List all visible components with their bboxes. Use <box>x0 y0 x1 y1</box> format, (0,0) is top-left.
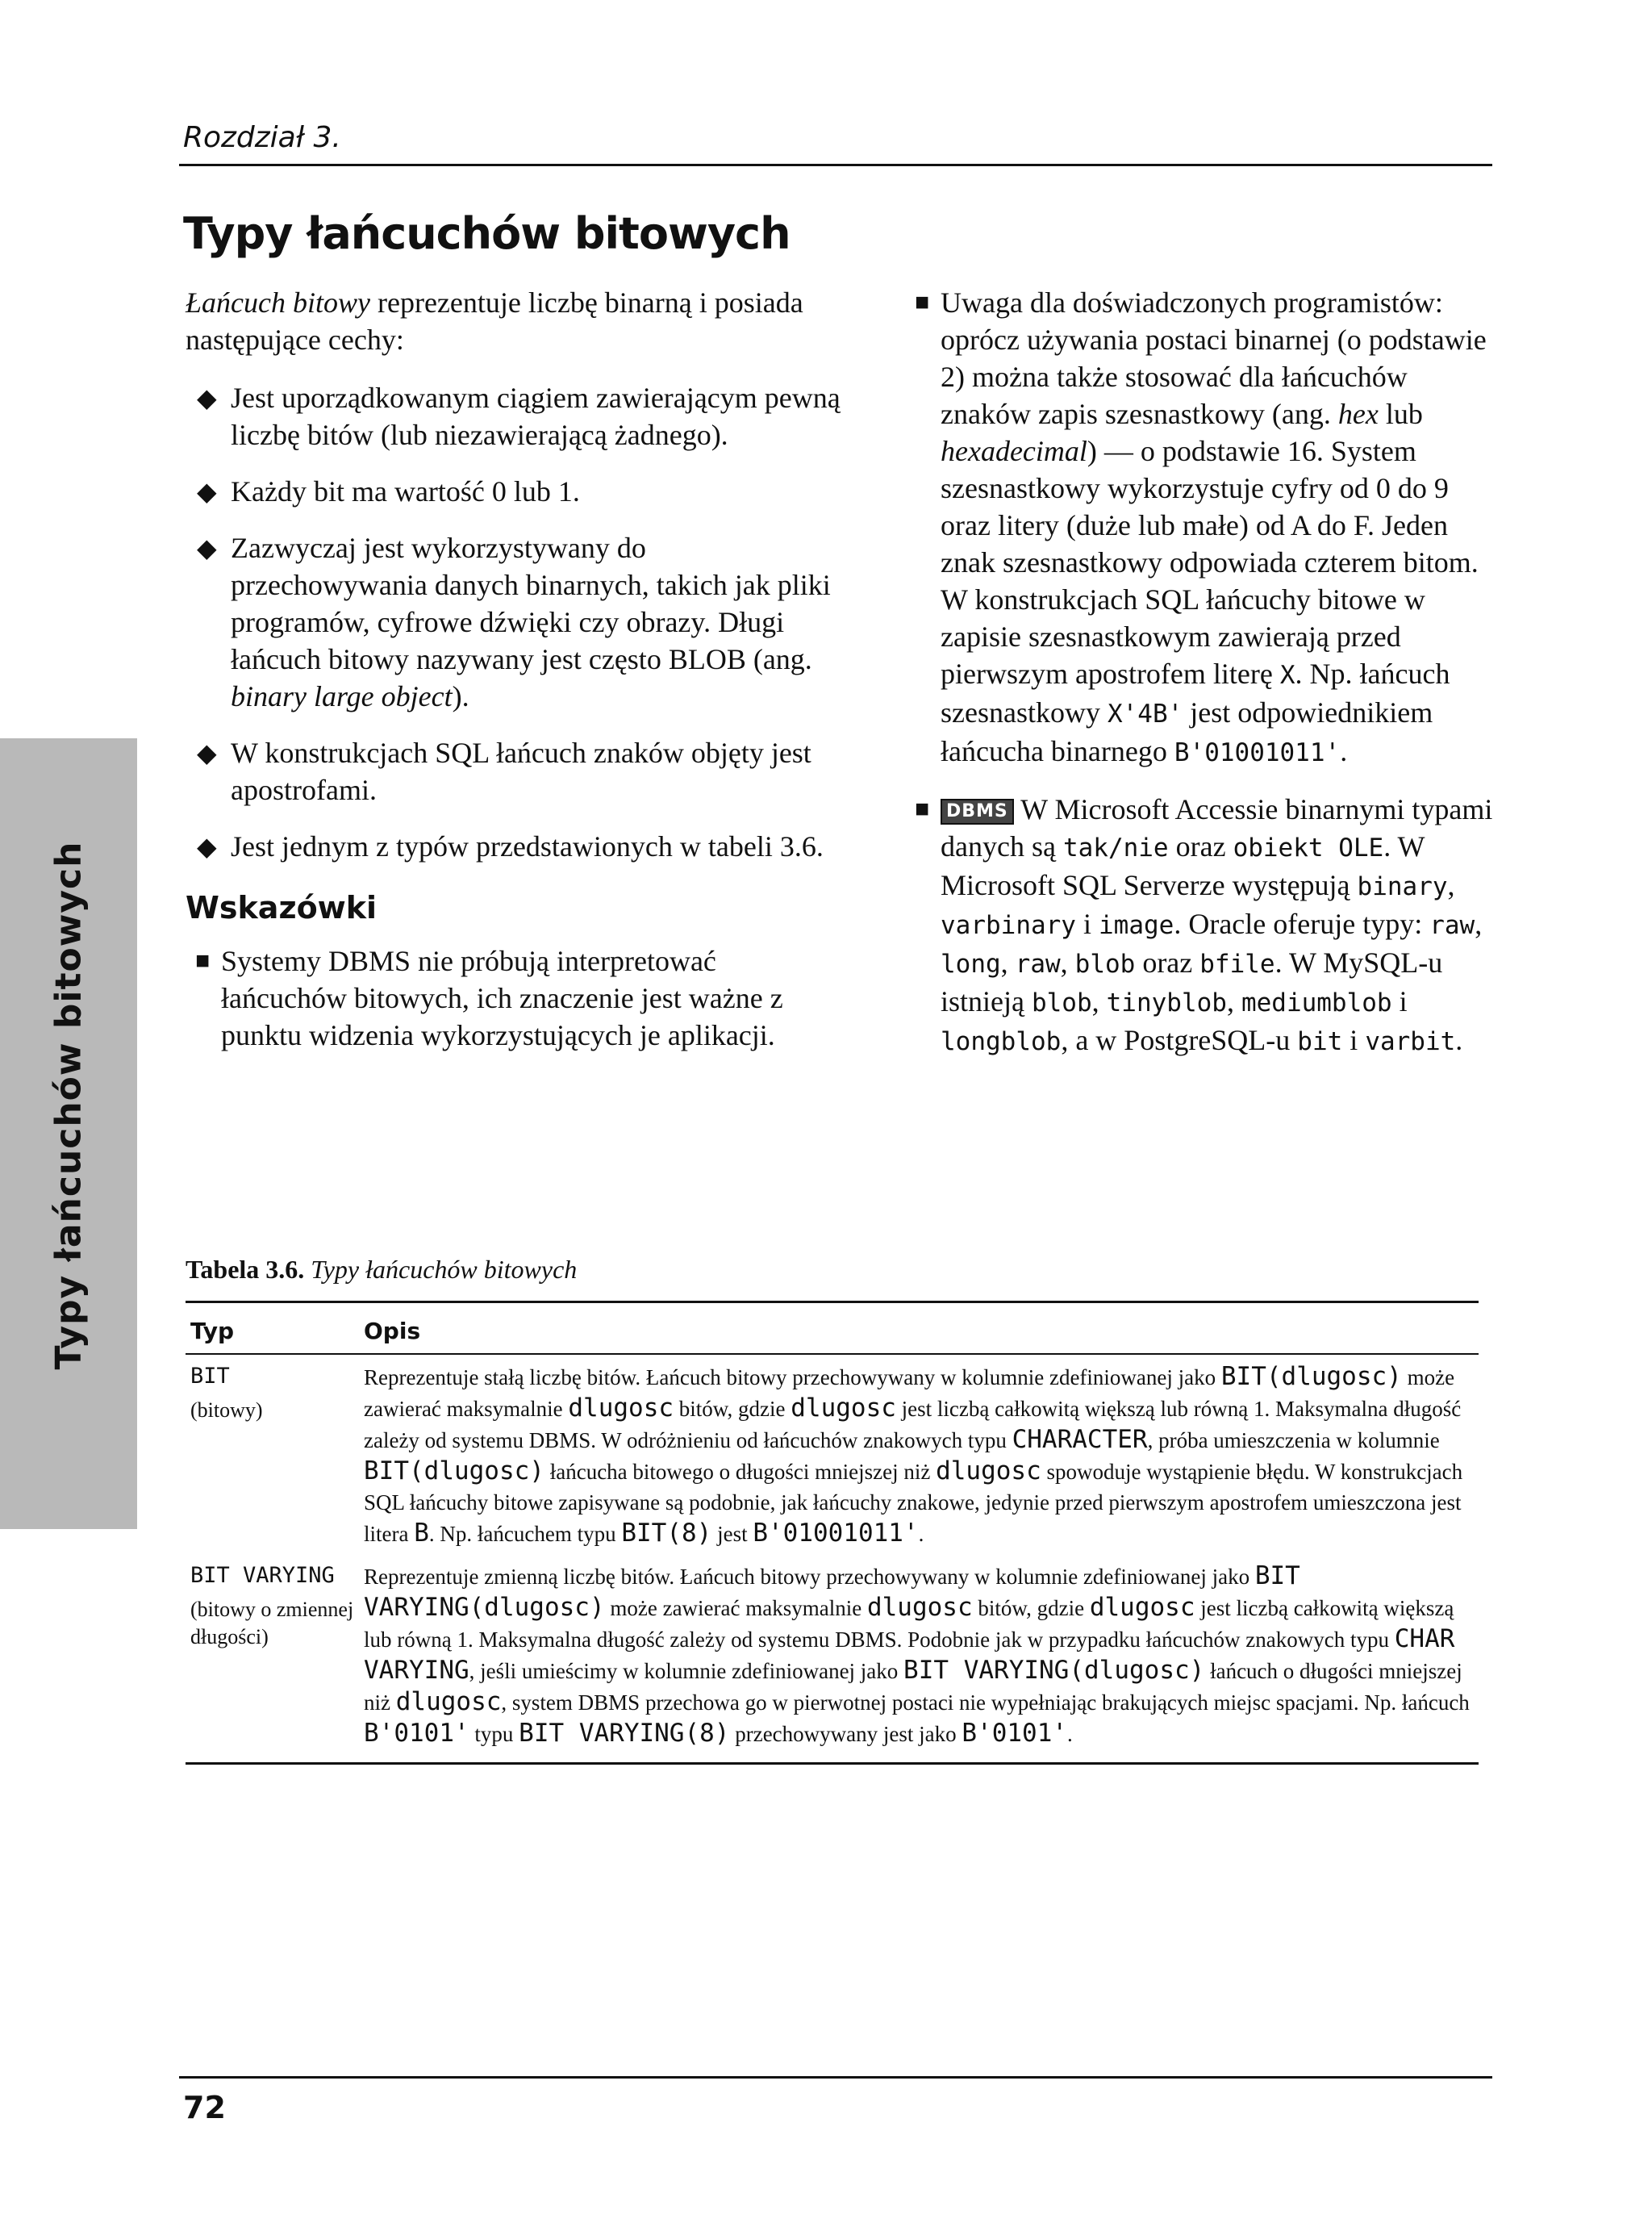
code-literal: long <box>941 950 1001 979</box>
code-literal: varbinary <box>941 911 1076 940</box>
code-literal: CHARACTER <box>1012 1425 1148 1454</box>
code-literal: tak/nie <box>1062 834 1169 863</box>
code-literal: bfile <box>1199 950 1275 979</box>
desc-text: Reprezentuje stałą liczbę bitów. Łańcuch bitowy przechowywany w kolumnie zdefiniowanej jako <box>364 1365 1221 1389</box>
description-cell <box>359 1354 1479 1554</box>
code-literal: dlugosc <box>395 1687 502 1716</box>
desc-text: jest liczbą całkowitą większą lub równą 1. Maksymalna długość zależy od systemu DBMS. W odróżnieniu od łańcuchów znakowych typu <box>364 1397 1462 1452</box>
table-caption-title: Typy łańcuchów bitowych <box>304 1255 578 1284</box>
code-literal: BIT VARYING(dlugosc) <box>364 1561 1300 1622</box>
tip-text: Uwaga dla doświadczonych programistów: oprócz używania postaci binarnej (o podstawie 2) można także stosować dla łańcuchów znaków zapis szesnastkowy (ang. <box>941 286 1487 430</box>
desc-text: może zawierać maksymalnie <box>364 1365 1455 1421</box>
tip-item <box>905 284 1502 771</box>
code-literal: dlugosc <box>568 1393 674 1423</box>
code-literal: B'01001011' <box>753 1519 919 1548</box>
code-literal: dlugosc <box>866 1593 973 1622</box>
code-literal: CHAR VARYING <box>364 1624 1455 1685</box>
code-literal: mediumblob <box>1241 988 1392 1017</box>
tip-text: oraz <box>1135 946 1200 979</box>
tips-heading: Wskazówki <box>186 890 378 925</box>
code-literal: B'0101' <box>962 1719 1068 1748</box>
tip-text: Systemy DBMS nie próbują interpretować łańcuchów bitowych, ich znaczenie jest ważne z punktu widzenia wykorzystujących je aplikacji. <box>221 945 783 1051</box>
tip-text: , <box>1447 869 1455 901</box>
code-literal: bit <box>1297 1027 1343 1056</box>
intro-paragraph <box>186 284 847 358</box>
tip-text: , <box>1226 985 1241 1017</box>
code-literal: blob <box>1074 950 1136 979</box>
code-literal: X <box>1279 661 1295 690</box>
right-column <box>905 284 1502 1080</box>
type-subtitle: (bitowy) <box>190 1398 263 1422</box>
code-literal: binary <box>1357 872 1448 901</box>
tip-text: , <box>1060 946 1075 979</box>
tip-text: , a w PostgreSQL-u <box>1061 1024 1298 1056</box>
diamond-bullet-icon: ◆ <box>197 477 217 506</box>
intro-text: reprezentuje liczbę binarną i posiada następujące cechy: <box>186 286 803 356</box>
desc-text: . <box>1067 1722 1073 1746</box>
table-row <box>186 1554 1479 1764</box>
desc-text: jest <box>711 1522 753 1546</box>
column-header-description: Opis <box>359 1302 1479 1355</box>
desc-text: . <box>918 1522 924 1546</box>
desc-text: , próba umieszczenia w kolumnie <box>1147 1428 1440 1452</box>
type-cell <box>186 1354 359 1554</box>
code-literal: BIT(dlugosc) <box>364 1456 544 1485</box>
tip-term: hex <box>1337 398 1379 430</box>
code-literal: dlugosc <box>1089 1593 1195 1622</box>
dbms-badge-icon: DBMS <box>941 799 1014 825</box>
type-subtitle: (bitowy o zmiennej długości) <box>190 1598 354 1648</box>
desc-text: bitów, gdzie <box>674 1397 791 1421</box>
diamond-bullet-icon: ◆ <box>197 383 217 412</box>
type-name: BIT <box>190 1364 230 1389</box>
bit-types-table <box>186 1301 1479 1765</box>
side-tab-label: Typy łańcuchów bitowych <box>48 841 90 1370</box>
desc-text: Reprezentuje zmienną liczbę bitów. Łańcuch bitowy przechowywany w kolumnie zdefiniowanej jako <box>364 1565 1255 1589</box>
square-bullet-icon: ■ <box>915 796 930 822</box>
list-item <box>186 529 847 715</box>
type-cell <box>186 1554 359 1764</box>
left-column <box>186 284 847 1073</box>
tip-text: lub <box>1378 398 1423 430</box>
desc-text: bitów, gdzie <box>972 1596 1090 1620</box>
code-literal: raw <box>1429 911 1475 940</box>
table-caption <box>186 1255 577 1285</box>
tip-item <box>905 791 1502 1060</box>
code-literal: dlugosc <box>936 1456 1041 1485</box>
table-caption-label: Tabela 3.6. <box>186 1255 305 1284</box>
code-literal: B'01001011' <box>1174 738 1341 767</box>
square-bullet-icon: ■ <box>195 947 211 974</box>
tip-text: . W Microsoft SQL Serverze występują <box>941 830 1425 901</box>
footer-rule <box>179 2076 1492 2079</box>
page-number: 72 <box>183 2090 226 2125</box>
tip-text: i <box>1075 908 1099 940</box>
desc-text: , jeśli umieścimy w kolumnie zdefiniowanej jako <box>469 1659 904 1683</box>
code-literal: blob <box>1031 988 1092 1017</box>
square-bullet-icon: ■ <box>915 289 930 315</box>
tips-list <box>186 942 847 1054</box>
table-header-row <box>186 1302 1479 1355</box>
tips-list-continued <box>905 284 1502 1060</box>
desc-text: jest liczbą całkowitą większą lub równą 1. Maksymalna długość zależy od systemu DBMS. Podobnie jak w przypadku łańcuchów znakowych typu <box>364 1596 1454 1652</box>
code-literal: obiekt OLE <box>1233 834 1384 863</box>
diamond-bullet-icon: ◆ <box>197 533 217 562</box>
tip-text: ) — o podstawie 16. System szesnastkowy wykorzystuje cyfry od 0 do 9 oraz litery (duże lub małe) od A do F. Jeden znak szesnastkowy odpowiada czterem bitom. W konstrukcjach SQL łańcuchy bitowe w zapisie szesnastkowym zawierają przed pierwszym apostrofem literę <box>941 435 1479 690</box>
code-literal: longblob <box>941 1027 1062 1056</box>
list-item <box>186 379 847 453</box>
column-header-type: Typ <box>186 1302 359 1355</box>
tip-text: W Microsoft Accessie binarnymi typami danych są <box>941 793 1493 863</box>
table-row <box>186 1354 1479 1554</box>
list-item <box>186 828 847 865</box>
desc-text: . Np. łańcuchem typu <box>428 1522 622 1546</box>
tip-term: hexadecimal <box>941 435 1087 467</box>
tip-text: , <box>1000 946 1016 979</box>
diamond-bullet-icon: ◆ <box>197 738 217 767</box>
desc-text: może zawierać maksymalnie <box>604 1596 867 1620</box>
intro-term: Łańcuch bitowy <box>186 286 370 319</box>
type-name: BIT VARYING <box>190 1563 335 1588</box>
desc-text: , system DBMS przechowa go w pierwotnej postaci nie wypełniając brakujących miejsc spacjami. Np. łańcuch <box>501 1690 1470 1715</box>
tip-text: oraz <box>1168 830 1233 863</box>
list-item-term: binary large object <box>231 680 453 712</box>
tip-text: , <box>1475 908 1483 940</box>
tip-text: . Np. łańcuch szesnastkowy <box>941 658 1450 729</box>
code-literal: B'0101' <box>364 1719 469 1748</box>
feature-list <box>186 379 847 865</box>
code-literal: BIT VARYING(8) <box>519 1719 730 1748</box>
page-title: Typy łańcuchów bitowych <box>183 208 791 259</box>
list-item-text: Jest uporządkowanym ciągiem zawierającym pewną liczbę bitów (lub niezawierającą żadnego). <box>231 382 841 451</box>
tip-text: . W MySQL-u istnieją <box>941 946 1443 1017</box>
header-rule <box>179 164 1492 166</box>
tip-text: jest odpowiednikiem łańcucha binarnego <box>941 696 1433 767</box>
tip-text: , <box>1091 985 1107 1017</box>
code-literal: dlugosc <box>791 1393 896 1423</box>
code-literal: image <box>1099 911 1174 940</box>
code-literal: B <box>414 1519 429 1548</box>
desc-text: typu <box>469 1722 519 1746</box>
code-literal: varbit <box>1365 1027 1456 1056</box>
desc-text: przechowywany jest jako <box>729 1722 962 1746</box>
list-item-text: Każdy bit ma wartość 0 lub 1. <box>231 475 580 508</box>
tip-text: . Oracle oferuje typy: <box>1174 908 1430 940</box>
code-literal: BIT(dlugosc) <box>1220 1362 1402 1391</box>
code-literal: BIT(8) <box>621 1519 712 1548</box>
running-header: Rozdział 3. <box>183 121 341 154</box>
description-cell <box>359 1554 1479 1764</box>
code-literal: BIT VARYING(dlugosc) <box>903 1656 1205 1685</box>
code-literal: tinyblob <box>1106 988 1227 1017</box>
desc-text: spowoduje wystąpienie błędu. W konstrukcjach SQL łańcuchy bitowe zapisywane są podobnie, jak łańcuchy znakowe, jedynie przed pierwszym apostrofem umieszczona jest litera <box>364 1460 1463 1546</box>
list-item <box>186 734 847 808</box>
tip-text: i <box>1342 1024 1366 1056</box>
list-item-text: ). <box>452 680 469 712</box>
tip-text: i <box>1391 985 1408 1017</box>
list-item <box>186 473 847 510</box>
list-item-text: Jest jednym z typów przedstawionych w tabeli 3.6. <box>231 830 824 863</box>
diamond-bullet-icon: ◆ <box>197 832 217 861</box>
desc-text: łańcuch o długości mniejszej niż <box>364 1659 1462 1715</box>
tip-text: . <box>1340 735 1348 767</box>
code-literal: raw <box>1015 950 1061 979</box>
desc-text: łańcucha bitowego o długości mniejszej niż <box>544 1460 937 1484</box>
tip-item <box>186 942 847 1054</box>
tip-text: . <box>1455 1024 1463 1056</box>
code-literal: X'4B' <box>1107 700 1183 729</box>
list-item-text: Zazwyczaj jest wykorzystywany do przechowywania danych binarnych, takich jak pliki programów, cyfrowe dźwięki czy obrazy. Długi łańcuch bitowy nazywany jest często BLOB (ang. <box>231 532 831 675</box>
list-item-text: W konstrukcjach SQL łańcuch znaków objęty jest apostrofami. <box>231 737 811 806</box>
